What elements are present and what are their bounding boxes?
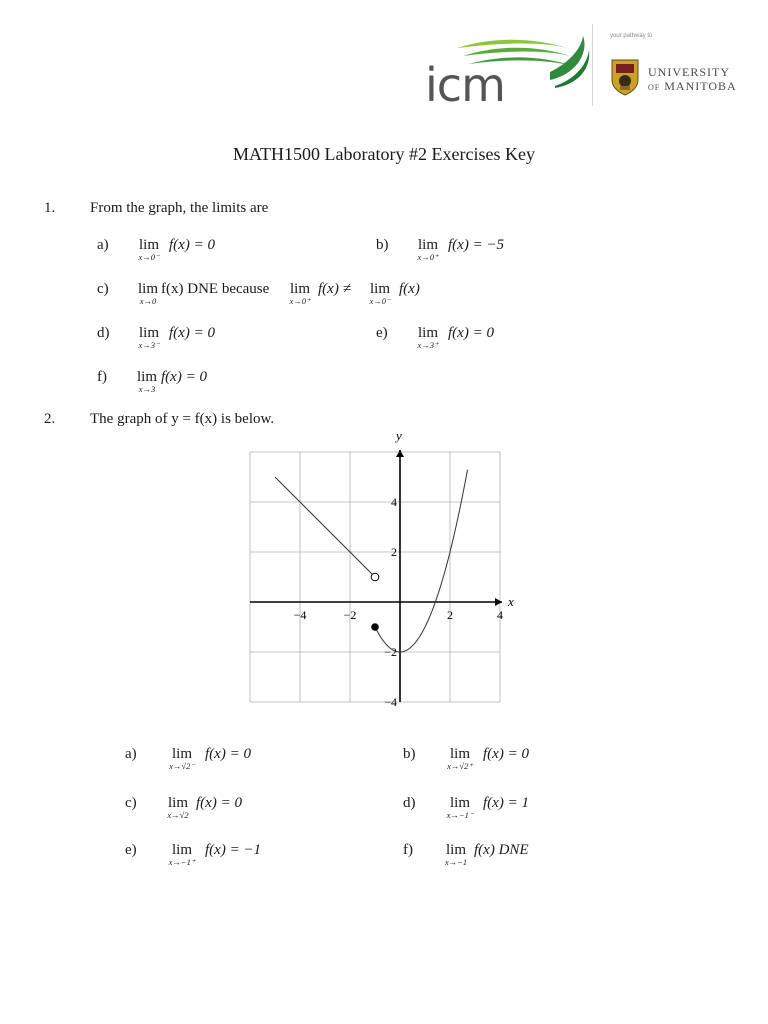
- university-name-line2: [648, 80, 737, 92]
- icm-logo: [425, 22, 585, 112]
- q2b-limit: [438, 747, 482, 771]
- q2-intro: The graph of y = f(x) is below.: [90, 411, 275, 427]
- lim-word: lim: [449, 795, 470, 811]
- q2d-limit: [438, 796, 482, 820]
- q1a-limit: [132, 238, 166, 262]
- q2f-limit: [438, 843, 474, 867]
- x-axis-label: x: [508, 594, 514, 609]
- open-endpoint: [371, 573, 379, 581]
- q1e-label: e): [376, 325, 388, 341]
- x-axis-arrow-icon: [495, 598, 502, 606]
- q1c-limit3: [362, 282, 398, 306]
- lim-word: lim: [369, 281, 390, 297]
- y-tick-label: −4: [384, 695, 397, 709]
- q1b-expr: f(x) = −5: [448, 237, 505, 253]
- y-tick-label: 2: [391, 545, 397, 559]
- q1a-label: a): [97, 237, 109, 253]
- x-tick-label: −2: [343, 608, 357, 622]
- lim-subscript: x→0⁺: [417, 252, 439, 262]
- q2c-limit: [160, 796, 196, 820]
- q1c-expr2: f(x) ≠: [318, 281, 351, 297]
- lim-word: lim: [171, 746, 192, 762]
- lim-subscript: x→−1: [444, 857, 468, 867]
- q2e-limit: [160, 843, 204, 867]
- q2f-expr: f(x) DNE: [474, 842, 529, 858]
- q2c-label: c): [125, 795, 137, 811]
- q2d-label: d): [403, 795, 416, 811]
- parabola-curve: [375, 470, 468, 652]
- lim-word: lim: [417, 325, 438, 341]
- lim-subscript: x→−1⁻: [446, 810, 474, 820]
- lim-word: lim: [136, 369, 157, 385]
- lim-subscript: x→0⁺: [289, 296, 311, 306]
- q1f-expr: f(x) = 0: [161, 369, 207, 385]
- lim-subscript: x→√2⁻: [169, 761, 195, 771]
- page-title: MATH1500 Laboratory #2 Exercises Key: [233, 144, 535, 164]
- q1a-expr: f(x) = 0: [169, 237, 215, 253]
- q1c-expr3: f(x): [399, 281, 420, 297]
- icm-wordmark: icm: [425, 58, 505, 112]
- lim-subscript: x→0⁻: [369, 296, 391, 306]
- y-axis-arrow-icon: [396, 450, 404, 457]
- lim-subscript: x→3⁺: [417, 340, 439, 350]
- x-tick-label: −4: [293, 608, 307, 622]
- lim-word: lim: [289, 281, 310, 297]
- q1f-limit: [132, 370, 162, 394]
- y-tick-label: 4: [391, 495, 397, 509]
- q1c-expr: f(x) DNE because: [161, 281, 270, 297]
- q2a-label: a): [125, 746, 137, 762]
- q2b-expr: f(x) = 0: [483, 746, 529, 762]
- q1c-limit: [132, 282, 164, 306]
- closed-endpoint: [371, 623, 379, 631]
- lim-word: lim: [171, 842, 192, 858]
- lim-subscript: x→√2⁺: [447, 761, 473, 771]
- q2c-expr: f(x) = 0: [196, 795, 242, 811]
- q1b-limit: [411, 238, 445, 262]
- lim-word: lim: [138, 237, 159, 253]
- lim-subscript: x→0: [139, 296, 157, 306]
- q1d-expr: f(x) = 0: [169, 325, 215, 341]
- lim-word: lim: [137, 281, 158, 297]
- lim-word: lim: [138, 325, 159, 341]
- lim-word: lim: [449, 746, 470, 762]
- university-name-line1: UNIVERSITY: [648, 65, 730, 79]
- q2b-label: b): [403, 746, 416, 762]
- lim-word: lim: [445, 842, 466, 858]
- university-manitoba: MANITOBA: [664, 79, 737, 93]
- lim-word: lim: [417, 237, 438, 253]
- x-tick-label: 4: [497, 608, 503, 622]
- lim-subscript: x→0⁻: [138, 252, 160, 262]
- q2d-expr: f(x) = 1: [483, 795, 529, 811]
- q2e-label: e): [125, 842, 137, 858]
- university-crest-icon: [610, 58, 640, 96]
- q1e-expr: f(x) = 0: [448, 325, 494, 341]
- line-segment: [275, 477, 375, 577]
- q1e-limit: [411, 326, 445, 350]
- q2e-expr: f(x) = −1: [205, 842, 262, 858]
- q2a-limit: [160, 747, 204, 771]
- y-axis-label: y: [396, 428, 402, 443]
- function-graph: [230, 425, 530, 725]
- lim-subscript: x→3⁻: [138, 340, 160, 350]
- y-tick-label: −2: [384, 645, 397, 659]
- q1d-limit: [132, 326, 166, 350]
- q1f-label: f): [97, 369, 107, 385]
- logo-divider: [592, 24, 593, 106]
- q1-intro: From the graph, the limits are: [90, 200, 269, 216]
- x-tick-label: 2: [447, 608, 453, 622]
- tagline: your pathway to: [610, 33, 653, 39]
- q1c-limit2: [282, 282, 318, 306]
- lim-subscript: x→3: [138, 384, 156, 394]
- q1-number: 1.: [44, 200, 56, 216]
- q2a-expr: f(x) = 0: [205, 746, 251, 762]
- university-of: OF: [648, 83, 661, 92]
- q1b-label: b): [376, 237, 389, 253]
- lim-subscript: x→−1⁺: [168, 857, 196, 867]
- q2-number: 2.: [44, 411, 56, 427]
- q2f-label: f): [403, 842, 413, 858]
- q1c-label: c): [97, 281, 109, 297]
- lim-subscript: x→√2: [167, 810, 189, 820]
- lim-word: lim: [167, 795, 188, 811]
- q1d-label: d): [97, 325, 110, 341]
